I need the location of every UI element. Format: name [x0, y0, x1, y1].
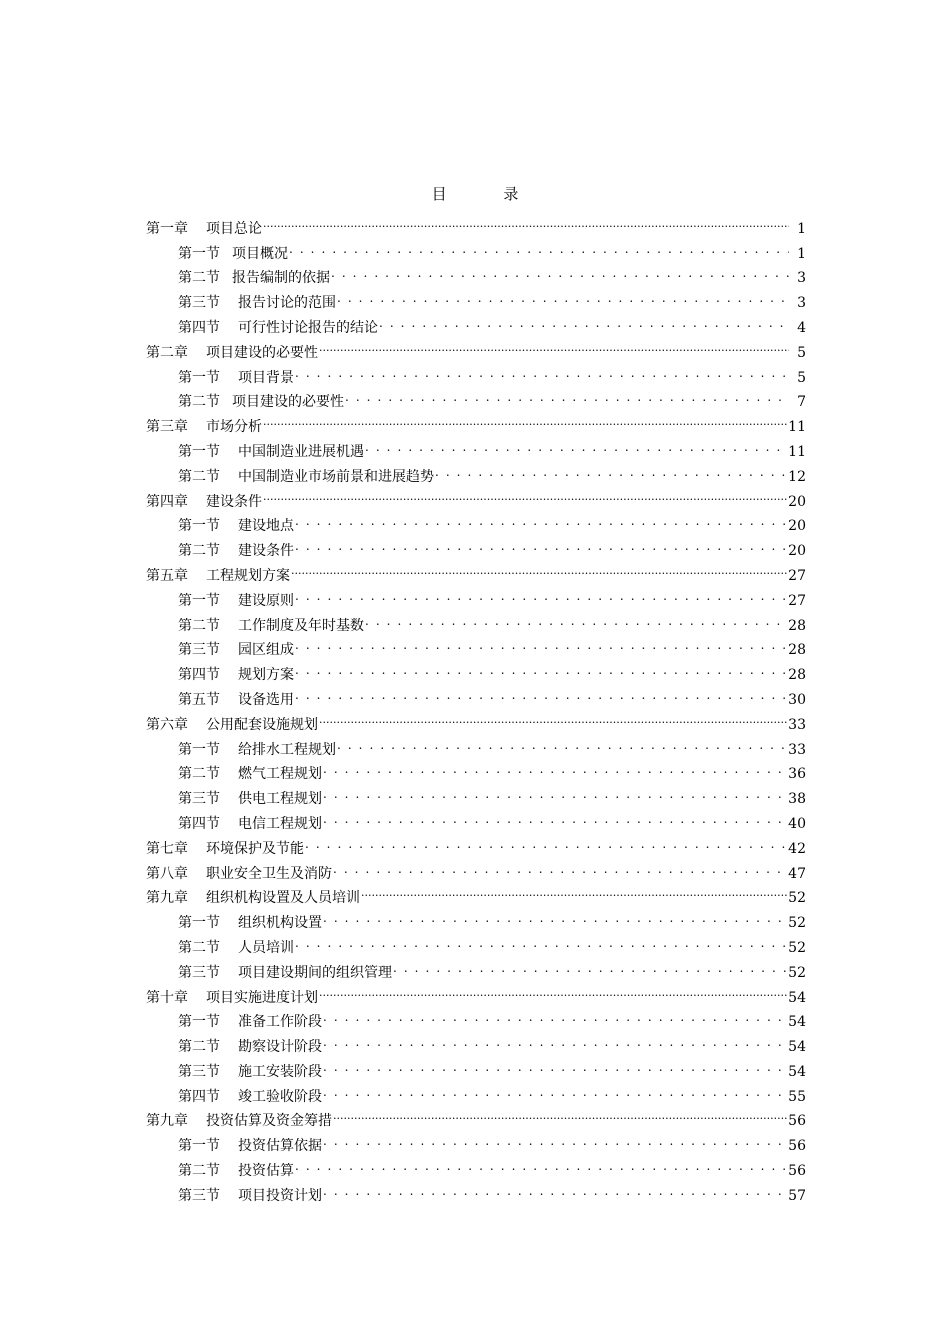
- dot-leader: [365, 431, 787, 456]
- toc-page-number: 52: [788, 939, 806, 956]
- dot-leader: [319, 977, 787, 1002]
- toc-entry-number: 第一节: [178, 369, 220, 386]
- toc-entry-number: 第一节: [178, 1014, 220, 1031]
- toc-entry-title: 项目建设期间的组织管理: [238, 964, 392, 981]
- dot-leader: [295, 679, 787, 704]
- toc-entry-title: 项目建设的必要性: [206, 344, 318, 361]
- toc-entry-number: 第九章: [146, 1113, 188, 1130]
- toc-entry-title: 中国制造业市场前景和进展趋势: [238, 468, 434, 485]
- toc-entry-title: 施工安装阶段: [238, 1063, 322, 1080]
- toc-entry-title: 工程规划方案: [206, 567, 290, 584]
- toc-entry-title: 组织机构设置: [238, 915, 322, 932]
- toc-entry-number: 第一节: [178, 915, 220, 932]
- dot-leader: [263, 208, 789, 233]
- toc-page-number: 38: [788, 791, 806, 808]
- toc-page-number: 54: [788, 1014, 806, 1031]
- toc-entry-number: 第四节: [178, 815, 220, 832]
- toc-entry-number: 第七章: [146, 840, 188, 857]
- toc-entry-title: 投资估算依据: [238, 1138, 322, 1155]
- toc-page-number: 56: [788, 1113, 806, 1130]
- dot-leader: [323, 902, 787, 927]
- toc-entry-number: 第三节: [178, 1063, 220, 1080]
- toc-page-number: 12: [788, 468, 806, 485]
- dot-leader: [295, 1150, 787, 1175]
- toc-page-number: 52: [788, 964, 806, 981]
- toc-entry-title: 勘察设计阶段: [238, 1039, 322, 1056]
- toc-entry-number: 第五节: [178, 691, 220, 708]
- toc-entry-title: 燃气工程规划: [238, 766, 322, 783]
- toc-entry-title: 可行性讨论报告的结论: [238, 319, 378, 336]
- dot-leader: [337, 282, 789, 307]
- toc-entry-number: 第一节: [178, 592, 220, 609]
- toc-page-number: 11: [788, 443, 806, 460]
- toc-entry-number: 第一节: [178, 518, 220, 535]
- toc-entry-number: 第一节: [178, 1138, 220, 1155]
- toc-entry-title: 项目投资计划: [238, 1187, 322, 1204]
- toc-entry-title: 建设条件: [206, 493, 262, 510]
- toc-page-number: 47: [788, 865, 806, 882]
- toc-entry-title: 电信工程规划: [238, 815, 322, 832]
- toc-page-number: 11: [788, 419, 806, 436]
- toc-entry-number: 第二节: [178, 1039, 220, 1056]
- toc-entry-title: 准备工作阶段: [238, 1014, 322, 1031]
- toc-entry-number: 第二节: [178, 939, 220, 956]
- dot-leader: [323, 803, 787, 828]
- toc-entry-title: 投资估算: [238, 1163, 294, 1180]
- toc-page-number: 3: [797, 270, 806, 287]
- toc-page-number: 30: [788, 691, 806, 708]
- toc-entry-title: 职业安全卫生及消防: [206, 865, 332, 882]
- toc-entry-title: 规划方案: [238, 667, 294, 684]
- dot-leader: [337, 729, 787, 754]
- toc-entry-number: 第三节: [178, 1187, 220, 1204]
- toc-entry-title: 设备选用: [238, 691, 294, 708]
- toc-entry-title: 项目建设的必要性: [232, 394, 344, 411]
- toc-page-number: 27: [788, 567, 806, 584]
- toc-entry-title: 市场分析: [206, 419, 262, 436]
- toc-entry-title: 报告讨论的范围: [238, 295, 336, 312]
- toc-page-number: 33: [788, 741, 806, 758]
- toc-page-number: 54: [788, 1039, 806, 1056]
- toc-page-number: 20: [788, 543, 806, 560]
- toc-page-number: 20: [788, 518, 806, 535]
- toc-title: 目 录: [431, 185, 545, 203]
- dot-leader: [295, 530, 787, 555]
- toc-page-number: 27: [788, 592, 806, 609]
- dot-leader: [319, 704, 787, 729]
- toc-entry-number: 第三节: [178, 295, 220, 312]
- dot-leader: [263, 481, 787, 506]
- toc-entry-title: 投资估算及资金筹措: [206, 1113, 332, 1130]
- toc-page-number: 52: [788, 890, 806, 907]
- toc-page-number: 28: [788, 642, 806, 659]
- toc-entry-title: 公用配套设施规划: [206, 716, 318, 733]
- toc-entry-number: 第十章: [146, 989, 188, 1006]
- toc-entry-number: 第二节: [178, 468, 220, 485]
- toc-entry-number: 第四章: [146, 493, 188, 510]
- toc-entry-title: 项目背景: [238, 369, 294, 386]
- toc-entry-number: 第三节: [178, 964, 220, 981]
- dot-leader: [333, 1101, 787, 1126]
- dot-leader: [435, 456, 787, 481]
- toc-entry-title: 环境保护及节能: [206, 840, 304, 857]
- toc-page-number: 5: [797, 344, 806, 361]
- toc-entry-number: 第一章: [146, 220, 188, 237]
- toc-page-number: 36: [788, 766, 806, 783]
- dot-leader: [289, 233, 789, 258]
- dot-leader: [345, 382, 789, 407]
- toc-entry-number: 第一节: [178, 245, 220, 262]
- toc-entry-title: 项目实施进度计划: [206, 989, 318, 1006]
- toc-entry-title: 建设原则: [238, 592, 294, 609]
- dot-leader: [323, 1076, 787, 1101]
- dot-leader: [323, 754, 787, 779]
- toc-entry-number: 第二节: [178, 543, 220, 560]
- toc-page-number: 5: [797, 369, 806, 386]
- table-of-contents: [146, 208, 806, 1204]
- dot-leader: [295, 630, 787, 655]
- dot-leader: [295, 357, 789, 382]
- toc-page-number: 33: [788, 716, 806, 733]
- dot-leader: [291, 555, 787, 580]
- toc-page-number: 20: [788, 493, 806, 510]
- toc-page-number: 57: [788, 1187, 806, 1204]
- toc-page-number: 28: [788, 617, 806, 634]
- dot-leader: [295, 927, 787, 952]
- dot-leader: [333, 853, 787, 878]
- dot-leader: [331, 258, 789, 283]
- toc-page-number: 1: [797, 220, 806, 237]
- dot-leader: [319, 332, 789, 357]
- toc-page-number: 1: [797, 245, 806, 262]
- toc-page-number: 56: [788, 1138, 806, 1155]
- toc-page-number: 7: [797, 394, 806, 411]
- toc-entry-title: 给排水工程规划: [238, 741, 336, 758]
- toc-entry-number: 第四节: [178, 319, 220, 336]
- toc-page-number: 42: [788, 840, 806, 857]
- dot-leader: [295, 506, 787, 531]
- toc-entry-number: 第一节: [178, 741, 220, 758]
- toc-page-number: 3: [797, 295, 806, 312]
- toc-entry-number: 第二节: [178, 617, 220, 634]
- toc-entry-title: 报告编制的依据: [232, 270, 330, 287]
- toc-page-number: 52: [788, 915, 806, 932]
- toc-entry-number: 第二节: [178, 766, 220, 783]
- toc-entry-number: 第四节: [178, 1088, 220, 1105]
- dot-leader: [365, 605, 787, 630]
- toc-entry-number: 第八章: [146, 865, 188, 882]
- toc-page-number: 55: [788, 1088, 806, 1105]
- toc-entry-number: 第三节: [178, 642, 220, 659]
- toc-entry-number: 第二节: [178, 394, 220, 411]
- toc-entry-number: 第三章: [146, 419, 188, 436]
- toc-entry-title: 组织机构设置及人员培训: [206, 890, 360, 907]
- toc-chapter-entry[interactable]: [146, 208, 806, 237]
- toc-entry-number: 第六章: [146, 716, 188, 733]
- toc-page-number: 4: [797, 319, 806, 336]
- dot-leader: [393, 952, 787, 977]
- toc-page-number: 28: [788, 667, 806, 684]
- toc-entry-title: 中国制造业进展机遇: [238, 443, 364, 460]
- toc-entry-title: 人员培训: [238, 939, 294, 956]
- toc-entry-title: 建设地点: [238, 518, 294, 535]
- toc-entry-title: 建设条件: [238, 543, 294, 560]
- toc-entry-number: 第四节: [178, 667, 220, 684]
- toc-page-number: 54: [788, 989, 806, 1006]
- toc-entry-title: 项目总论: [206, 220, 262, 237]
- toc-page-number: 40: [788, 815, 806, 832]
- toc-entry-title: 园区组成: [238, 642, 294, 659]
- dot-leader: [323, 1051, 787, 1076]
- toc-entry-title: 供电工程规划: [238, 791, 322, 808]
- toc-page-number: 54: [788, 1063, 806, 1080]
- dot-leader: [295, 580, 787, 605]
- toc-entry-number: 第三节: [178, 791, 220, 808]
- dot-leader: [305, 828, 787, 853]
- toc-entry-number: 第二节: [178, 270, 220, 287]
- toc-entry-number: 第九章: [146, 890, 188, 907]
- dot-leader: [379, 307, 789, 332]
- dot-leader: [263, 406, 787, 431]
- toc-page-number: 56: [788, 1163, 806, 1180]
- dot-leader: [295, 654, 787, 679]
- dot-leader: [323, 1002, 787, 1027]
- dot-leader: [323, 1175, 787, 1200]
- toc-entry-title: 工作制度及年时基数: [238, 617, 364, 634]
- toc-entry-number: 第二节: [178, 1163, 220, 1180]
- dot-leader: [361, 878, 787, 903]
- toc-entry-title: 项目概况: [232, 245, 288, 262]
- toc-entry-number: 第五章: [146, 567, 188, 584]
- dot-leader: [323, 1026, 787, 1051]
- toc-entry-number: 第二章: [146, 344, 188, 361]
- toc-entry-title: 竣工验收阶段: [238, 1088, 322, 1105]
- toc-entry-number: 第一节: [178, 443, 220, 460]
- dot-leader: [323, 778, 787, 803]
- dot-leader: [323, 1125, 787, 1150]
